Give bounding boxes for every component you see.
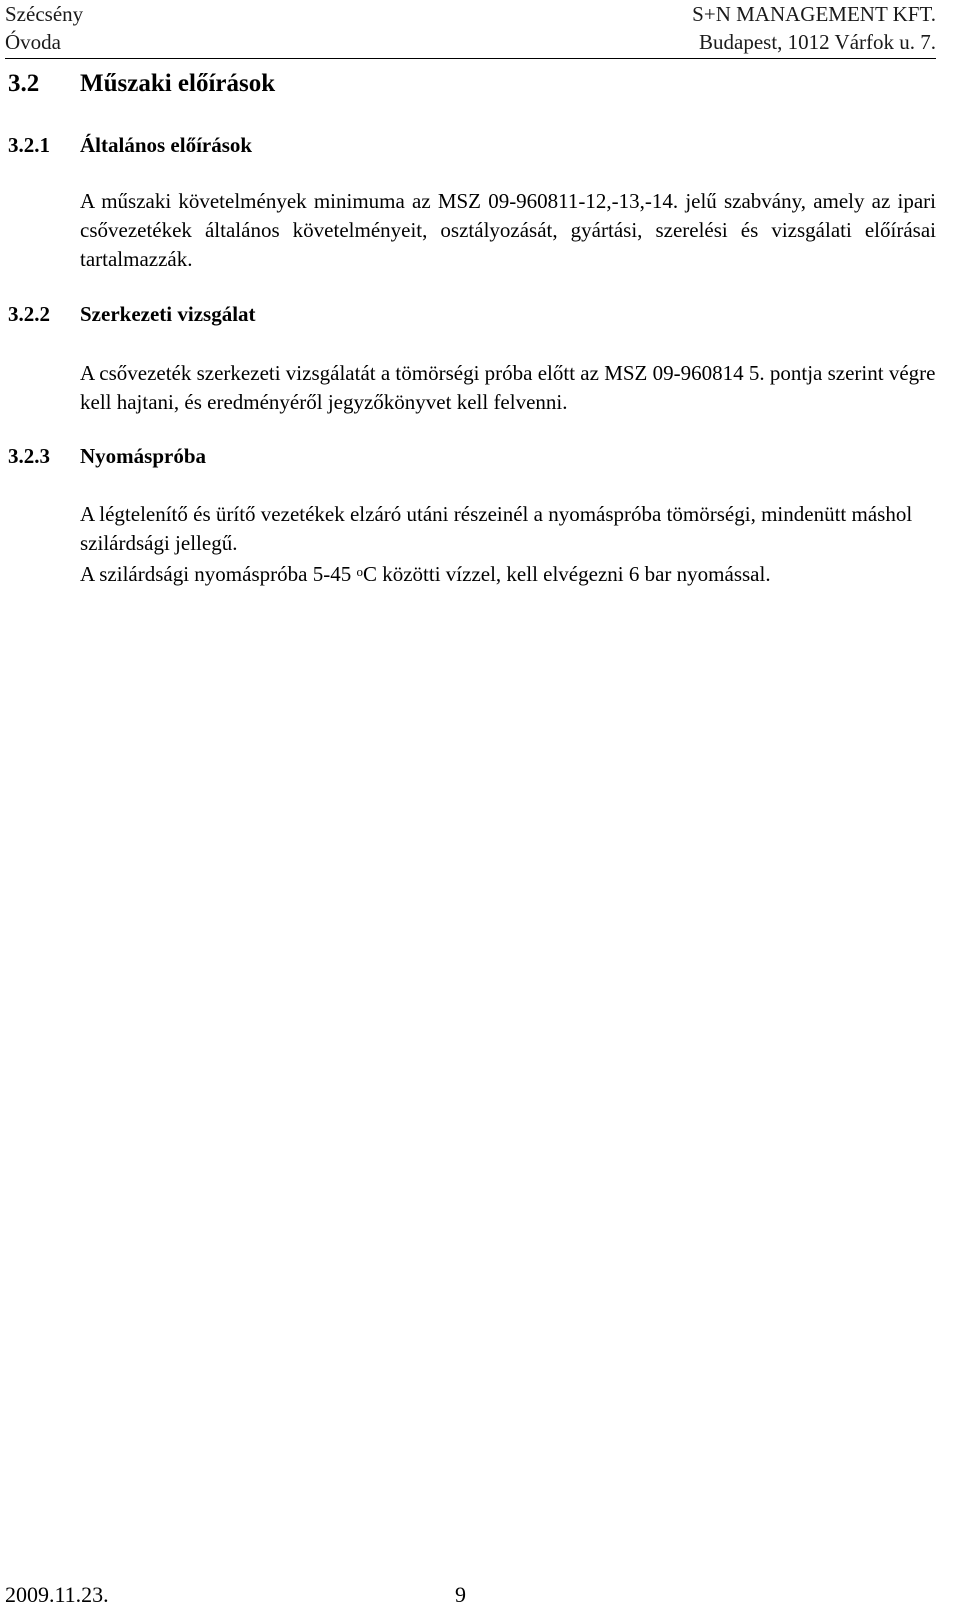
subsection-heading-1 [8, 133, 252, 158]
page-footer [5, 1582, 466, 1608]
subsection-number-1: 3.2.1 [8, 133, 50, 157]
subsection-number-3: 3.2.3 [8, 444, 50, 468]
paragraph-pressure-test: A légtelenítő és ürítő vezetékek elzáró utáni részeinél a nyomáspróba tömörségi, mindenütt máshol szilárdsági jellegű. [80, 502, 913, 555]
header-right [692, 0, 936, 56]
header-divider [5, 58, 936, 59]
footer-date: 2009.11.23. [5, 1582, 109, 1607]
page-number: 9 [455, 1582, 466, 1607]
strength-test-text-start: A szilárdsági nyomáspróba 5-45 [80, 562, 357, 586]
strength-test-text-end: C közötti vízzel, kell elvégezni 6 bar nyomással. [362, 562, 771, 586]
degree-superscript: o [356, 564, 363, 579]
section-number: 3.2 [8, 70, 40, 97]
paragraph-general-requirements: A műszaki követelmények minimuma az MSZ 09-960811-12,-13,-14. jelű szabvány, amely az ipari csővezetékek általános követelményeit, osztályozását, gyártási, szerelési és vizsgálati előírásai tartalmazzák. [80, 189, 936, 271]
header-org-line1: Szécsény [5, 2, 84, 26]
header-company-name: S+N MANAGEMENT KFT. [692, 2, 936, 26]
subsection-title-2: Szerkezeti vizsgálat [80, 302, 256, 326]
subsection-heading-3 [8, 444, 206, 469]
paragraph-strength-test [80, 560, 936, 589]
subsection-title-1: Általános előírások [80, 133, 253, 157]
section-heading [8, 70, 275, 98]
section-title: Műszaki előírások [80, 70, 276, 97]
header-company-address: Budapest, 1012 Várfok u. 7. [699, 30, 936, 54]
subsection-title-3: Nyomáspróba [80, 444, 207, 468]
paragraph-structural-inspection: A csővezeték szerkezeti vizsgálatát a tömörségi próba előtt az MSZ 09-960814 5. pontja szerint végre kell hajtani, és eredményéről jegyzőkönyvet kell felvenni. [80, 361, 936, 414]
subsection-number-2: 3.2.2 [8, 302, 50, 326]
subsection-heading-2 [8, 302, 256, 327]
header-org-line2: Óvoda [5, 30, 61, 54]
header-left [5, 0, 83, 56]
